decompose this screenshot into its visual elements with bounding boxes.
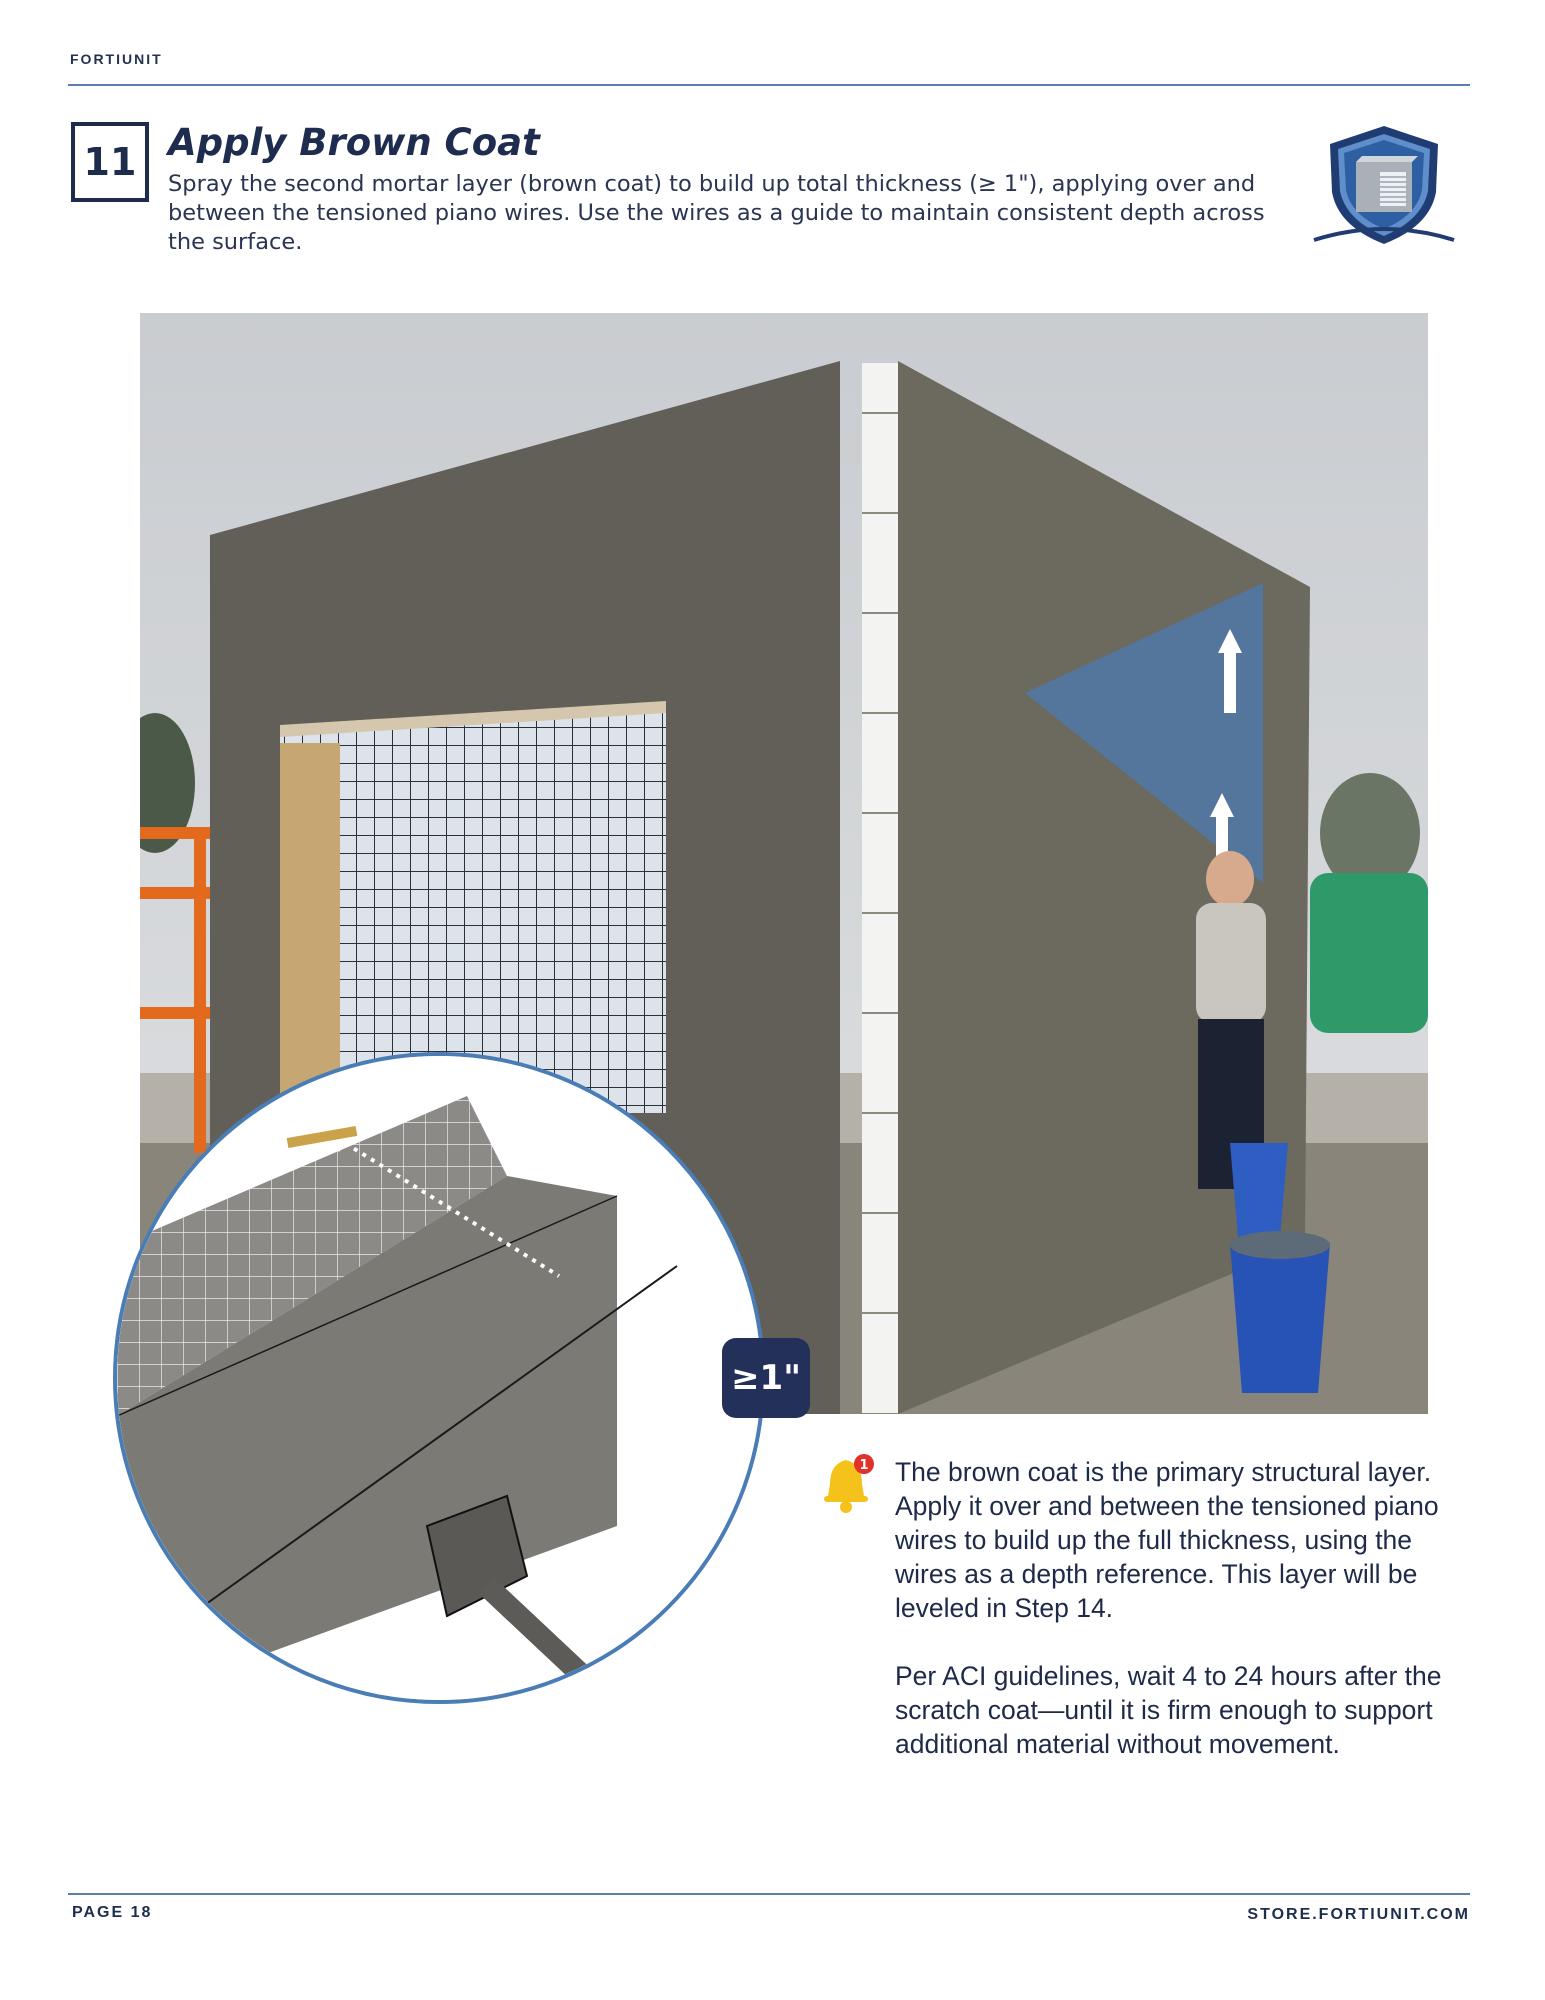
thickness-badge: ≥1" <box>722 1338 810 1418</box>
fortiunit-shield-logo <box>1310 122 1458 248</box>
detail-inset-circle <box>113 1052 765 1704</box>
step-number-badge: 11 <box>71 122 149 202</box>
footer-divider <box>68 1893 1470 1895</box>
bell-icon <box>820 1452 878 1514</box>
notice-text <box>895 1455 1470 1795</box>
store-url: STORE.FORTIUNIT.COM <box>1247 1906 1470 1923</box>
brand-name: FORTIUNIT <box>70 51 163 67</box>
notice-paragraph-1: The brown coat is the primary structural layer. Apply it over and between the tensioned piano wires to build up the full thickness, using the wires as a depth reference. This layer will be leveled in Step 14. <box>895 1457 1439 1623</box>
page-number: PAGE 18 <box>72 1904 153 1921</box>
notice-paragraph-2: Per ACI guidelines, wait 4 to 24 hours after the scratch coat—until it is firm enough to support additional material without movement. <box>895 1661 1442 1759</box>
header-divider <box>68 84 1470 86</box>
step-title: Apply Brown Coat <box>168 121 540 164</box>
step-description: Spray the second mortar layer (brown coat) to build up total thickness (≥ 1"), applying over and between the tensioned piano wires. Use the wires as a guide to maintain consistent depth across the surface. <box>168 171 1265 255</box>
notification-count: 1 <box>859 1458 869 1473</box>
